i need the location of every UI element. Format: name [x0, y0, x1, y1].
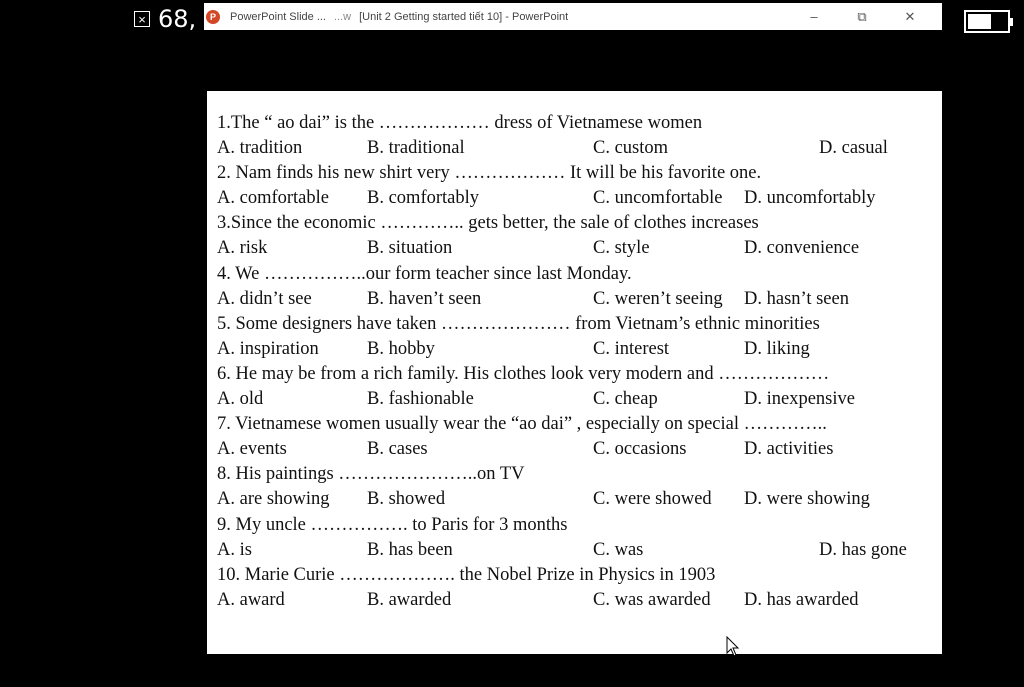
- answer-option: A. events: [217, 439, 287, 460]
- question-stem: 10. Marie Curie ………………. the Nobel Prize in Physics in 1903: [217, 564, 716, 585]
- answer-option: C. weren’t seeing: [593, 288, 723, 309]
- answer-options-row: [217, 287, 937, 312]
- answer-option: A. tradition: [217, 138, 303, 159]
- title-document-name: [Unit 2 Getting started tiết 10] - PowerPoint: [359, 10, 569, 23]
- answer-options-row: [217, 437, 937, 462]
- answer-option: C. style: [593, 238, 650, 259]
- answer-options-row: [217, 236, 937, 261]
- question-stem: 5. Some designers have taken ………………… from Vietnam’s ethnic minorities: [217, 313, 820, 334]
- battery-level-text: 68,: [158, 5, 197, 33]
- title-separator: ...w: [334, 10, 352, 23]
- close-button[interactable]: ✕: [904, 8, 916, 24]
- answer-option: A. risk: [217, 238, 268, 259]
- restore-button[interactable]: ⧉: [857, 8, 867, 24]
- question-stem: 4. We ……………..our form teacher since last Monday.: [217, 263, 632, 284]
- answer-options-row: [217, 136, 937, 161]
- answer-option: D. were showing: [744, 489, 870, 510]
- answer-option: B. showed: [367, 489, 446, 510]
- answer-option: A. old: [217, 389, 264, 410]
- answer-option: D. hasn’t seen: [744, 288, 849, 309]
- powerpoint-icon: P: [206, 10, 220, 24]
- answer-option: C. was: [593, 539, 644, 560]
- question-stem: 8. His paintings …………………..on TV: [217, 464, 525, 485]
- title-app-name: PowerPoint Slide ...: [230, 10, 326, 23]
- answer-options-row: [217, 487, 937, 512]
- answer-option: C. occasions: [593, 439, 687, 460]
- answer-option: D. activities: [744, 439, 834, 460]
- answer-option: A. didn’t see: [217, 288, 312, 309]
- powerpoint-title-bar: [204, 3, 942, 30]
- question-stem: 6. He may be from a rich family. His clothes look very modern and ………………: [217, 363, 830, 384]
- answer-option: D. has awarded: [744, 589, 859, 610]
- answer-option: A. inspiration: [217, 338, 319, 359]
- question-stem: 9. My uncle ……………. to Paris for 3 months: [217, 514, 568, 535]
- answer-options-row: [217, 387, 937, 412]
- slide-canvas: [207, 91, 942, 654]
- answer-option: D. liking: [744, 338, 810, 359]
- answer-option: B. hobby: [367, 338, 435, 359]
- answer-option: B. comfortably: [367, 188, 480, 209]
- answer-option: B. traditional: [367, 138, 465, 159]
- minimize-button[interactable]: –: [810, 9, 818, 24]
- mouse-cursor-icon: [726, 636, 740, 658]
- close-overlay-icon[interactable]: ×: [134, 11, 150, 27]
- answer-option: D. convenience: [744, 238, 860, 259]
- answer-options-row: [217, 337, 937, 362]
- answer-option: B. situation: [367, 238, 453, 259]
- question-stem: 3.Since the economic ………….. gets better, the sale of clothes increases: [217, 213, 759, 234]
- answer-option: D. casual: [819, 138, 888, 159]
- status-area: [134, 4, 196, 34]
- question-stem: 2. Nam finds his new shirt very ……………… It will be his favorite one.: [217, 163, 762, 184]
- answer-option: D. has gone: [819, 539, 907, 560]
- answer-option: A. comfortable: [217, 188, 329, 209]
- answer-option: D. inexpensive: [744, 389, 855, 410]
- answer-options-row: [217, 588, 937, 613]
- answer-option: A. award: [217, 589, 285, 610]
- answer-option: B. fashionable: [367, 389, 474, 410]
- answer-option: B. has been: [367, 539, 453, 560]
- question-stem: 1.The “ ao dai” is the ……………… dress of Vietnamese women: [217, 113, 703, 133]
- answer-options-row: [217, 538, 937, 563]
- answer-option: B. cases: [367, 439, 428, 460]
- question-stem: 7. Vietnamese women usually wear the “ao dai” , especially on special …………..: [217, 414, 827, 435]
- answer-option: C. cheap: [593, 389, 658, 410]
- answer-option: C. was awarded: [593, 589, 711, 610]
- answer-option: A. are showing: [217, 489, 330, 510]
- window-controls: [790, 3, 934, 30]
- answer-option: C. were showed: [593, 489, 712, 510]
- battery-icon: [964, 10, 1010, 33]
- answer-option: A. is: [217, 539, 252, 560]
- answer-option: C. interest: [593, 338, 670, 359]
- answer-option: C. custom: [593, 138, 669, 159]
- answer-option: B. haven’t seen: [367, 288, 482, 309]
- answer-option: C. uncomfortable: [593, 188, 723, 209]
- quiz-list: [217, 111, 937, 613]
- answer-option: B. awarded: [367, 589, 452, 610]
- answer-option: D. uncomfortably: [744, 188, 876, 209]
- answer-options-row: [217, 186, 937, 211]
